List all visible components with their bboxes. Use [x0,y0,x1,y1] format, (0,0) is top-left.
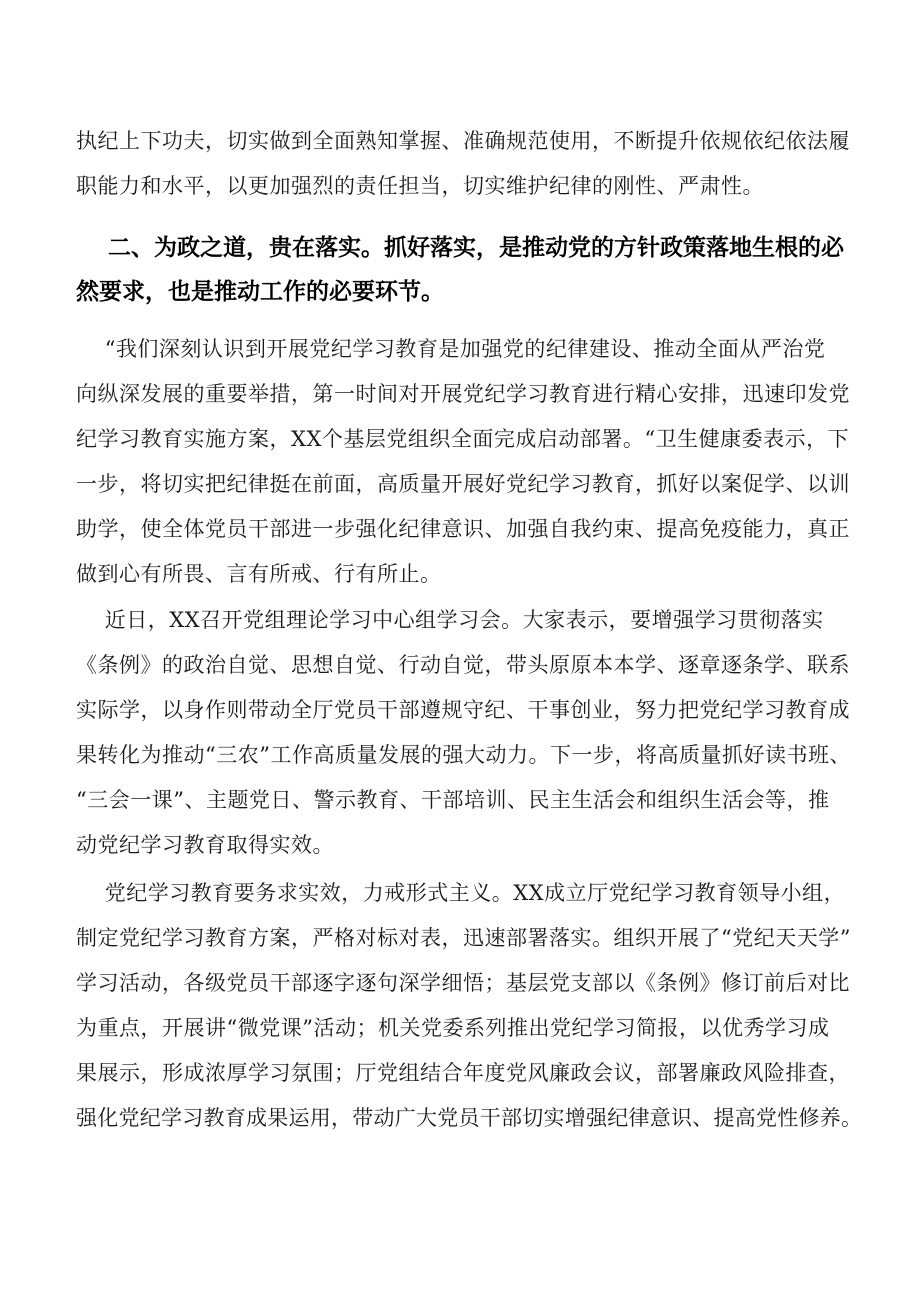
paragraph-health-commission [76,327,866,597]
text-line: 果展示，形成浓厚学习氛围；厅党组结合年度党风廉政会议，部署廉政风险排查， [76,1061,850,1085]
text-line: “我们深刻认识到开展党纪学习教育是加强党的纪律建设、推动全面从严治党 [76,337,826,361]
text-line: 动党纪学习教育取得实效。 [76,833,334,857]
text-line: “三会一课”、主题党日、警示教育、干部培训、民主生活会和组织生活会等，推 [76,788,830,812]
text-line: 制定党纪学习教育方案，严格对标对表，迅速部署落实。组织开展了“党纪天天学” [76,926,851,950]
text-line: 《条例》的政治自觉、思想自觉、行动自觉，带头原原本本学、逐章逐条学、联系 [76,653,850,677]
text-line: 果转化为推动“三农”工作高质量发展的强大动力。下一步，将高质量抓好读书班、 [76,743,851,767]
section-heading-2 [76,226,866,314]
paragraph-discipline-enforcement [76,119,866,209]
text-line: 一步，将切实把纪律挺在前面，高质量开展好党纪学习教育，抓好以案促学、以训 [76,472,850,496]
text-line: 为重点，开展讲“微党课”活动；机关党委系列推出党纪学习简报，以优秀学习成 [76,1016,830,1040]
paragraph-practical-results [76,871,866,1141]
text-line: 执纪上下功夫，切实做到全面熟知掌握、准确规范使用，不断提升依规依纪依法履 [76,129,850,153]
text-line: 职能力和水平，以更加强烈的责任担当，切实维护纪律的刚性、严肃性。 [76,174,764,198]
text-line: 实际学，以身作则带动全厅党员干部遵规守纪、干事创业，努力把党纪学习教育成 [76,698,850,722]
text-line: 助学，使全体党员干部进一步强化纪律意识、加强自我约束、提高免疫能力，真正 [76,517,850,541]
text-line: 强化党纪学习教育成果运用，带动广大党员干部切实增强纪律意识、提高党性修养。 [76,1106,863,1130]
paragraph-study-meeting [76,598,866,868]
text-line: 向纵深发展的重要举措，第一时间对开展党纪学习教育进行精心安排，迅速印发党 [76,382,850,406]
text-line: 党纪学习教育要务求实效，力戒形式主义。XX成立厅党纪学习教育领导小组， [76,881,846,905]
text-line: 纪学习教育实施方案，XX个基层党组织全面完成启动部署。“卫生健康委表示，下 [76,427,850,451]
text-line: 做到心有所畏、言有所戒、行有所止。 [76,562,442,586]
text-line: 近日，XX召开党组理论学习中心组学习会。大家表示，要增强学习贯彻落实 [76,608,824,632]
heading-line: 二、为政之道，贵在落实。抓好落实，是推动党的方针政策落地生根的必 [76,235,845,261]
text-line: 学习活动，各级党员干部逐字逐句深学细悟；基层党支部以《条例》修订前后对比 [76,971,850,995]
heading-line: 然要求，也是推动工作的必要环节。 [76,279,444,305]
